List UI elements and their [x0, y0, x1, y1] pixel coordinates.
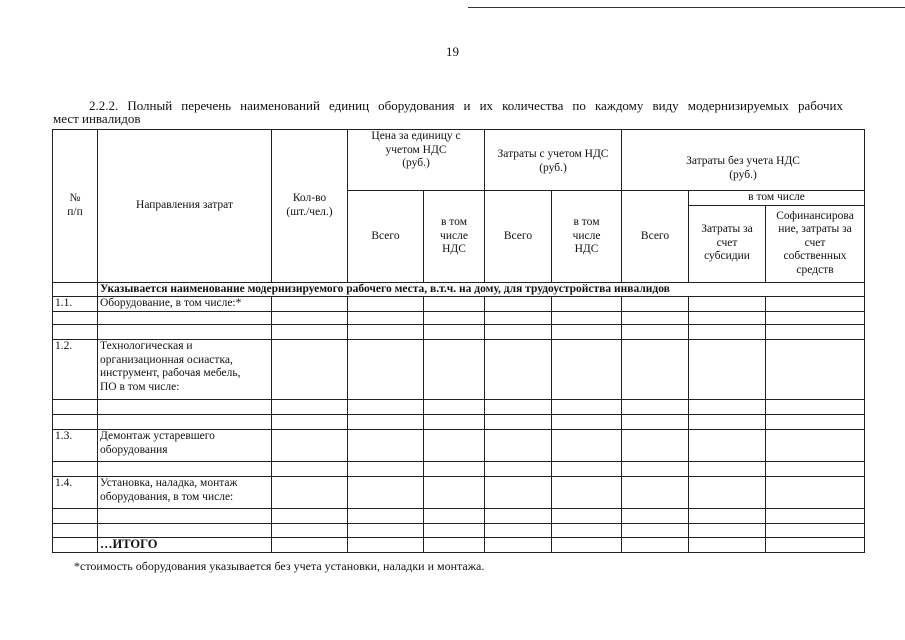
equipment-table — [52, 129, 865, 553]
header-costs-total: Всего — [485, 191, 552, 283]
page-number: 19 — [446, 44, 459, 59]
itogo-label: …ИТОГО — [98, 538, 272, 553]
header-costs-vat-incl: в том числе НДС — [552, 191, 622, 283]
row-num: 1.3. — [53, 430, 98, 462]
row-label: Установка, наладка, монтаж оборудования, в том числе: — [98, 477, 272, 509]
row-num: 1.1. — [53, 297, 98, 312]
heading-line-2: мест инвалидов — [53, 111, 141, 126]
header-unit-vat: в том числе НДС — [424, 191, 485, 283]
section-heading — [53, 99, 843, 125]
header-incl: в том числе — [689, 191, 865, 206]
header-cofinance: Софинансирова ние, затраты за счет собственных средств — [766, 205, 865, 282]
row-label: Технологическая и организационная осиастка, инструмент, рабочая мебель, ПО в том числе: — [98, 340, 272, 400]
header-costs-vat: Затраты с учетом НДС (руб.) — [485, 130, 622, 191]
heading-line-1: 2.2.2. Полный перечень наименований единиц оборудования и их количества по каждому виду модернизируемых рабочих — [89, 98, 843, 113]
header-novat-total: Всего — [622, 191, 689, 283]
row-num: 1.4. — [53, 477, 98, 509]
header-unit-price: Цена за единицу с учетом НДС (руб.) — [348, 130, 485, 191]
header-direction: Направления затрат — [98, 130, 272, 283]
section-title-row: Указывается наименование модернизируемого рабочего места, в.т.ч. на дому, для трудоустройства инвалидов — [98, 282, 865, 297]
header-qty: Кол-во (шт./чел.) — [272, 130, 348, 283]
row-label: Демонтаж устаревшего оборудования — [98, 430, 272, 462]
row-num: 1.2. — [53, 340, 98, 400]
header-num: № п/п — [53, 130, 98, 283]
top-rule — [468, 7, 905, 8]
header-subsidy: Затраты за счет субсидии — [689, 205, 766, 282]
row-label: Оборудование, в том числе:* — [98, 297, 272, 312]
header-unit-total: Всего — [348, 191, 424, 283]
header-costs-novat: Затраты без учета НДС (руб.) — [622, 130, 865, 191]
footnote: *стоимость оборудования указывается без учета установки, наладки и монтажа. — [74, 559, 485, 573]
